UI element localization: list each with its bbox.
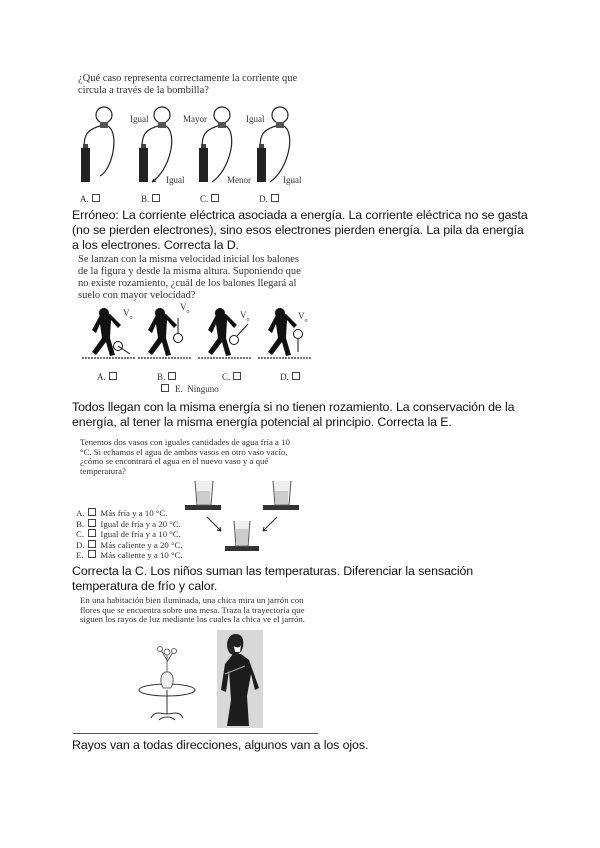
q2-option-e[interactable]: E. Ninguno bbox=[161, 384, 219, 394]
q1-label-b-bottom: Igual bbox=[166, 175, 185, 185]
checkbox-icon[interactable] bbox=[211, 194, 219, 202]
q2-players-figure bbox=[78, 300, 318, 368]
table-with-vase bbox=[139, 647, 195, 721]
q2-option-a[interactable]: A. bbox=[97, 372, 117, 382]
q2-option-c[interactable]: C. bbox=[222, 372, 241, 382]
glass-center bbox=[225, 521, 259, 551]
player-b bbox=[138, 308, 192, 358]
q1-answer: Erróneo: La corriente eléctrica asociada a energía. La corriente eléctrica no se gasta (no se pierden electrones), sino esos electrones pierden energía. La pila da energía a los electrones. Correcta la D. bbox=[72, 208, 528, 252]
q1-label-d-bottom: Igual bbox=[283, 175, 302, 185]
checkbox-icon[interactable] bbox=[152, 194, 160, 202]
q2-velocity-d: $V_o$ bbox=[298, 311, 308, 324]
q2-question: Se lanzan con la misma velocidad inicial los balones de la figura y desde la misma altura. Suponiendo que no existe rozamiento, ¿cuál de los balones llegará al suelo con mayor velocidad? bbox=[78, 254, 301, 301]
q3-option-e[interactable]: E. Más caliente y a 10 °C. bbox=[76, 550, 183, 561]
q2-answer: Todos llegan con la misma energía si no tienen rozamiento. La conservación de la energía, al tener la misma energía potencial al principio. Correcta la E. bbox=[72, 400, 515, 429]
checkbox-icon[interactable] bbox=[88, 508, 96, 516]
q2-option-d[interactable]: D. bbox=[280, 372, 300, 382]
circuit-a bbox=[81, 107, 114, 182]
checkbox-icon[interactable] bbox=[109, 372, 117, 380]
q1-option-b[interactable]: B. bbox=[141, 194, 160, 204]
glass-left bbox=[185, 481, 221, 510]
q3-question: Tenemos dos vasos con iguales cantidades de agua fría a 10 °C. Si echamos el agua de ambos vasos en otro vaso vacío, ¿cómo se encontrará el agua en el nuevo vaso y a qué temperatura? bbox=[80, 437, 290, 476]
checkbox-icon[interactable] bbox=[168, 372, 176, 380]
q4-answer: Rayos van a todas direcciones, algunos van a los ojos. bbox=[72, 738, 369, 752]
checkbox-icon[interactable] bbox=[92, 194, 100, 202]
q3-options bbox=[76, 508, 183, 561]
q1-option-c[interactable]: C. bbox=[200, 194, 219, 204]
q4-scene-figure bbox=[133, 630, 263, 728]
q2-velocity-a: $V_o$ bbox=[123, 308, 133, 321]
q1-question: ¿Qué caso representa correctamente la corriente que circula a través de la bombilla? bbox=[78, 73, 298, 96]
checkbox-icon[interactable] bbox=[88, 529, 96, 537]
q3-option-a[interactable]: A. Más fría y a 10 °C. bbox=[76, 508, 168, 518]
q3-answer: Correcta la C. Los niños suman las temperaturas. Diferenciar la sensación temperatura de frío y calor. bbox=[72, 564, 474, 593]
glass-right bbox=[263, 481, 299, 510]
checkbox-icon[interactable] bbox=[88, 519, 96, 527]
checkbox-icon[interactable] bbox=[161, 384, 169, 392]
q2-velocity-b: $V_o$ bbox=[180, 302, 190, 315]
q1-label-d-top: Igual bbox=[246, 114, 265, 124]
q3-option-b[interactable]: B. Igual de fría y a 20 °C. bbox=[76, 518, 181, 529]
girl bbox=[217, 630, 263, 728]
q1-option-a[interactable]: A. bbox=[80, 194, 100, 204]
divider bbox=[73, 733, 318, 734]
checkbox-icon[interactable] bbox=[292, 372, 300, 380]
q1-option-d[interactable]: D. bbox=[259, 194, 279, 204]
checkbox-icon[interactable] bbox=[88, 540, 96, 548]
q1-label-b-top: Igual bbox=[130, 114, 149, 124]
q2-option-b[interactable]: B. bbox=[157, 372, 176, 382]
q1-label-c-bottom: Menor bbox=[227, 175, 251, 185]
q1-label-c-top: Mayor bbox=[183, 114, 207, 124]
q3-option-c[interactable]: C. Igual de fría y a 10 °C. bbox=[76, 529, 181, 540]
checkbox-icon[interactable] bbox=[233, 372, 241, 380]
q3-glasses-figure bbox=[185, 479, 303, 559]
checkbox-icon[interactable] bbox=[271, 194, 279, 202]
checkbox-icon[interactable] bbox=[88, 550, 96, 558]
q4-question: En una habitación bien iluminada, una chica mira un jarrón con flores que se encuentra sobre una mesa. Traza la trayectoria que siguen los rayos de luz mediante los cuales la chica ve el jarrón. bbox=[80, 595, 305, 625]
q3-option-d[interactable]: D. Más caliente y a 20 °C. bbox=[76, 539, 183, 550]
q2-velocity-c: $V_o$ bbox=[240, 310, 250, 323]
